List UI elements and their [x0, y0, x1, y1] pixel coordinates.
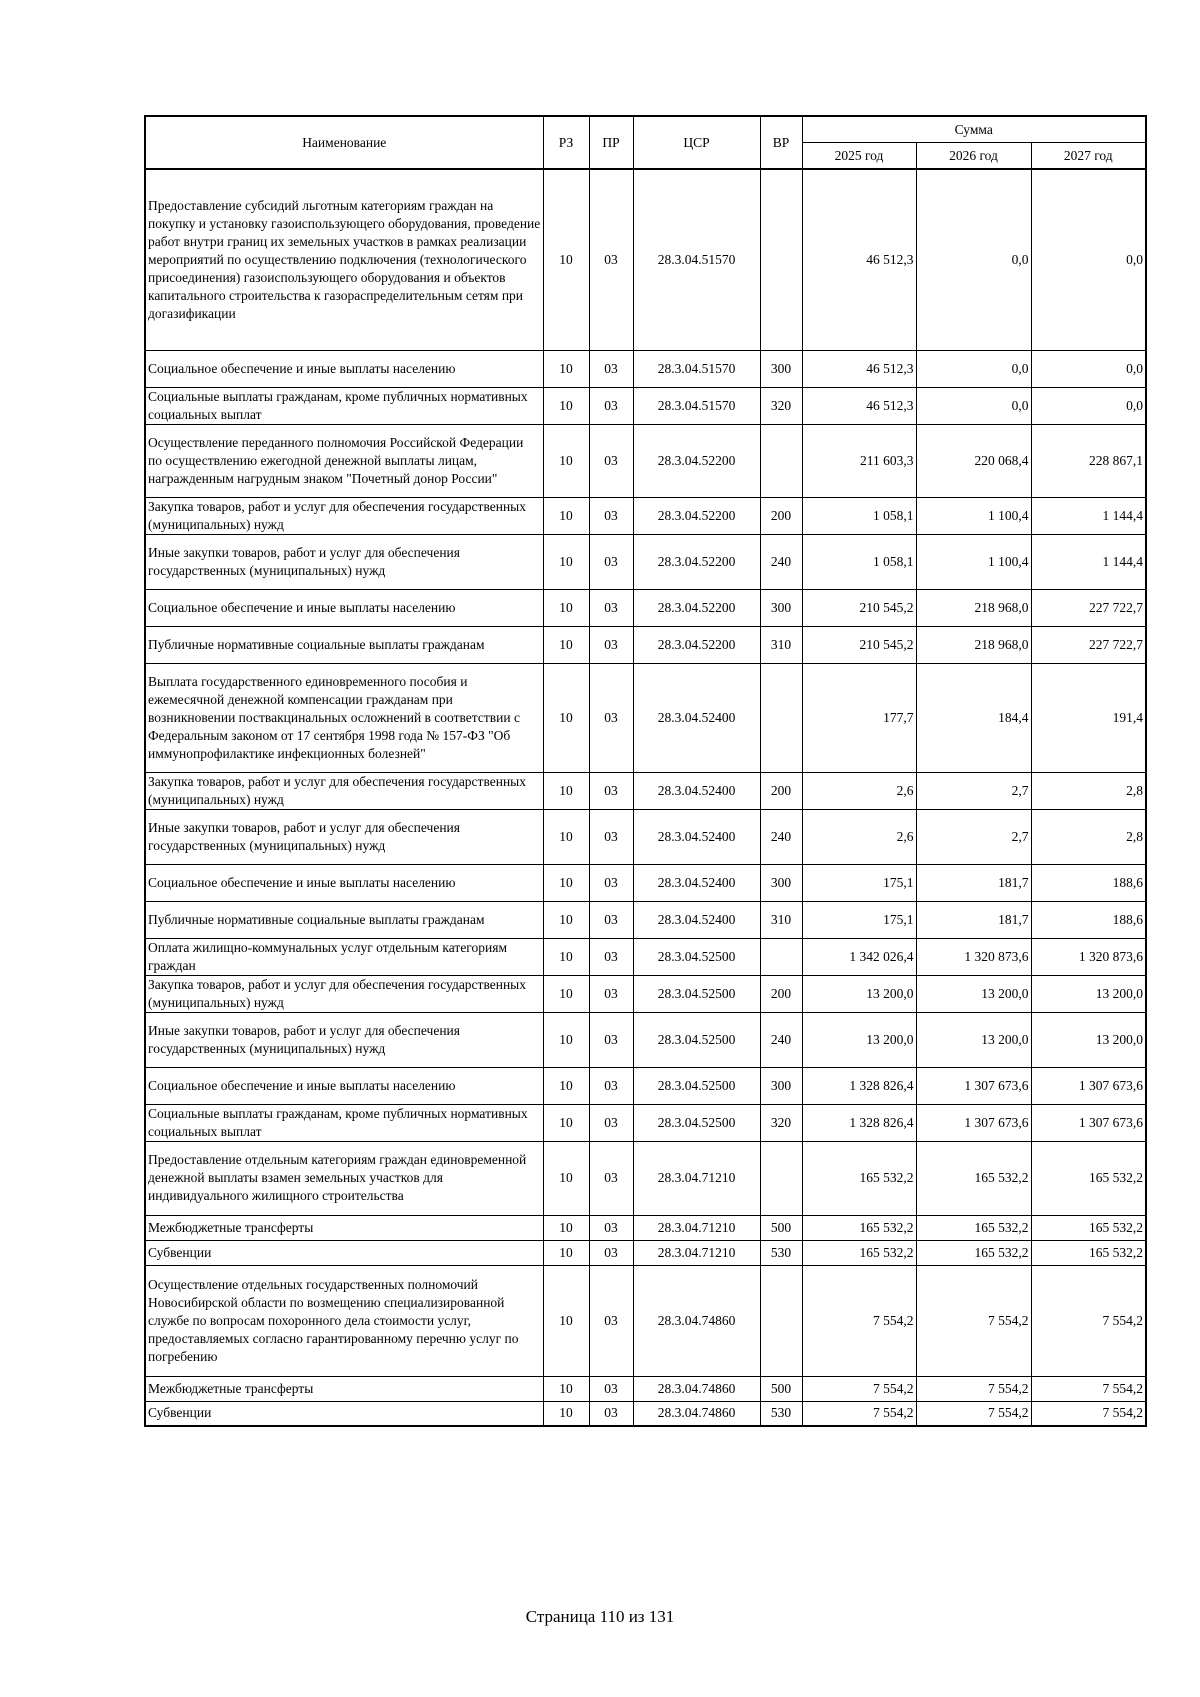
row-sum-2026: 1 100,4: [916, 497, 1031, 534]
row-name: Осуществление переданного полномочия Российской Федерации по осуществлению ежегодной денежной выплаты лицам, награжденным нагрудным знаком "Почетный донор России": [145, 424, 543, 497]
row-sum-2027: 191,4: [1031, 663, 1146, 772]
table-row: [145, 975, 1146, 1012]
row-name: Осуществление отдельных государственных полномочий Новосибирской области по возмещению специализированной службе по вопросам похоронного дела стоимости услуг, предоставляемых согласно гарантированному перечню услуг по погребению: [145, 1265, 543, 1376]
row-sum-2025: 165 532,2: [802, 1240, 916, 1265]
row-rz: 10: [543, 350, 589, 387]
row-sum-2026: 1 320 873,6: [916, 938, 1031, 975]
row-vr: 310: [760, 626, 802, 663]
row-csr: 28.3.04.52400: [633, 663, 760, 772]
row-vr: 240: [760, 534, 802, 589]
row-sum-2027: 7 554,2: [1031, 1265, 1146, 1376]
row-sum-2027: 1 144,4: [1031, 497, 1146, 534]
row-name: Межбюджетные трансферты: [145, 1215, 543, 1240]
row-pr: 03: [589, 497, 633, 534]
row-csr: 28.3.04.71210: [633, 1141, 760, 1215]
table-row: [145, 1067, 1146, 1104]
row-sum-2025: 175,1: [802, 901, 916, 938]
row-rz: 10: [543, 663, 589, 772]
table-row: [145, 864, 1146, 901]
row-vr: [760, 1141, 802, 1215]
table-body: [145, 169, 1146, 1426]
row-sum-2027: 165 532,2: [1031, 1215, 1146, 1240]
row-name: Социальное обеспечение и иные выплаты населению: [145, 864, 543, 901]
row-name: Закупка товаров, работ и услуг для обеспечения государственных (муниципальных) нужд: [145, 497, 543, 534]
row-sum-2026: 218 968,0: [916, 589, 1031, 626]
row-pr: 03: [589, 1012, 633, 1067]
row-rz: 10: [543, 1141, 589, 1215]
row-rz: 10: [543, 1104, 589, 1141]
row-name: Социальное обеспечение и иные выплаты населению: [145, 589, 543, 626]
row-name: Публичные нормативные социальные выплаты гражданам: [145, 626, 543, 663]
row-sum-2026: 1 100,4: [916, 534, 1031, 589]
row-sum-2025: 1 342 026,4: [802, 938, 916, 975]
row-sum-2027: 165 532,2: [1031, 1240, 1146, 1265]
row-sum-2025: 177,7: [802, 663, 916, 772]
row-pr: 03: [589, 1376, 633, 1401]
row-rz: 10: [543, 387, 589, 424]
row-pr: 03: [589, 169, 633, 350]
row-csr: 28.3.04.51570: [633, 350, 760, 387]
row-sum-2027: 0,0: [1031, 387, 1146, 424]
row-rz: 10: [543, 626, 589, 663]
row-sum-2027: 1 144,4: [1031, 534, 1146, 589]
row-rz: 10: [543, 497, 589, 534]
row-sum-2026: 7 554,2: [916, 1401, 1031, 1426]
row-sum-2025: 7 554,2: [802, 1265, 916, 1376]
row-csr: 28.3.04.52400: [633, 809, 760, 864]
row-sum-2025: 46 512,3: [802, 350, 916, 387]
row-sum-2027: 1 307 673,6: [1031, 1067, 1146, 1104]
row-rz: 10: [543, 1265, 589, 1376]
header-year-2026: 2026 год: [916, 143, 1031, 170]
row-csr: 28.3.04.51570: [633, 169, 760, 350]
row-rz: 10: [543, 589, 589, 626]
row-rz: 10: [543, 424, 589, 497]
row-sum-2025: 2,6: [802, 809, 916, 864]
row-sum-2026: 2,7: [916, 809, 1031, 864]
row-pr: 03: [589, 1215, 633, 1240]
row-rz: 10: [543, 1215, 589, 1240]
row-vr: 300: [760, 589, 802, 626]
budget-table: [144, 115, 1147, 1427]
header-csr: ЦСР: [633, 116, 760, 169]
row-vr: 240: [760, 1012, 802, 1067]
row-sum-2026: 165 532,2: [916, 1240, 1031, 1265]
row-sum-2027: 2,8: [1031, 772, 1146, 809]
row-vr: [760, 424, 802, 497]
row-rz: 10: [543, 169, 589, 350]
row-sum-2027: 7 554,2: [1031, 1376, 1146, 1401]
row-vr: 200: [760, 975, 802, 1012]
page-number: Страница 110 из 131: [525, 1607, 675, 1626]
table-row: [145, 772, 1146, 809]
row-vr: 300: [760, 864, 802, 901]
table-row: [145, 663, 1146, 772]
row-sum-2026: 13 200,0: [916, 1012, 1031, 1067]
table-row: [145, 424, 1146, 497]
row-vr: [760, 938, 802, 975]
row-csr: 28.3.04.52400: [633, 864, 760, 901]
row-vr: [760, 663, 802, 772]
row-csr: 28.3.04.52200: [633, 589, 760, 626]
row-sum-2026: 0,0: [916, 169, 1031, 350]
row-vr: 300: [760, 1067, 802, 1104]
row-sum-2025: 13 200,0: [802, 975, 916, 1012]
row-sum-2025: 175,1: [802, 864, 916, 901]
row-sum-2026: 2,7: [916, 772, 1031, 809]
row-sum-2026: 7 554,2: [916, 1265, 1031, 1376]
row-sum-2027: 13 200,0: [1031, 975, 1146, 1012]
row-sum-2026: 218 968,0: [916, 626, 1031, 663]
row-sum-2027: 2,8: [1031, 809, 1146, 864]
row-pr: 03: [589, 589, 633, 626]
row-vr: 310: [760, 901, 802, 938]
table-row: [145, 1141, 1146, 1215]
row-rz: 10: [543, 975, 589, 1012]
row-sum-2027: 1 320 873,6: [1031, 938, 1146, 975]
row-sum-2027: 188,6: [1031, 864, 1146, 901]
row-rz: 10: [543, 1376, 589, 1401]
row-rz: 10: [543, 1240, 589, 1265]
row-csr: 28.3.04.52500: [633, 1104, 760, 1141]
row-rz: 10: [543, 864, 589, 901]
row-sum-2025: 211 603,3: [802, 424, 916, 497]
row-sum-2025: 165 532,2: [802, 1141, 916, 1215]
table-row: [145, 534, 1146, 589]
row-name: Субвенции: [145, 1401, 543, 1426]
row-csr: 28.3.04.52500: [633, 975, 760, 1012]
table-row: [145, 626, 1146, 663]
row-rz: 10: [543, 938, 589, 975]
row-name: Оплата жилищно-коммунальных услуг отдельным категориям граждан: [145, 938, 543, 975]
table-row: [145, 1012, 1146, 1067]
row-sum-2025: 46 512,3: [802, 169, 916, 350]
table-row: [145, 589, 1146, 626]
row-sum-2025: 46 512,3: [802, 387, 916, 424]
row-sum-2025: 2,6: [802, 772, 916, 809]
row-rz: 10: [543, 772, 589, 809]
row-rz: 10: [543, 901, 589, 938]
row-name: Предоставление субсидий льготным категориям граждан на покупку и установку газоиспользующего оборудования, проведение работ внутри границ их земельных участков в рамках реализации мероприятий по осуществлению подключения (технологического присоединения) газоиспользующего оборудования и объектов капитального строительства к газораспределительным сетям при догазификации: [145, 169, 543, 350]
row-vr: 500: [760, 1215, 802, 1240]
row-sum-2026: 181,7: [916, 901, 1031, 938]
row-sum-2025: 13 200,0: [802, 1012, 916, 1067]
row-pr: 03: [589, 1265, 633, 1376]
table-row: [145, 350, 1146, 387]
row-pr: 03: [589, 938, 633, 975]
row-sum-2027: 228 867,1: [1031, 424, 1146, 497]
row-sum-2027: 227 722,7: [1031, 589, 1146, 626]
table-row: [145, 497, 1146, 534]
header-rz: РЗ: [543, 116, 589, 169]
table-row: [145, 1376, 1146, 1401]
row-pr: 03: [589, 1141, 633, 1215]
row-csr: 28.3.04.52400: [633, 901, 760, 938]
row-pr: 03: [589, 901, 633, 938]
row-name: Иные закупки товаров, работ и услуг для обеспечения государственных (муниципальных) нужд: [145, 1012, 543, 1067]
row-sum-2027: 1 307 673,6: [1031, 1104, 1146, 1141]
row-name: Социальные выплаты гражданам, кроме публичных нормативных социальных выплат: [145, 387, 543, 424]
row-sum-2026: 0,0: [916, 350, 1031, 387]
row-pr: 03: [589, 772, 633, 809]
row-name: Социальное обеспечение и иные выплаты населению: [145, 350, 543, 387]
row-name: Выплата государственного единовременного пособия и ежемесячной денежной компенсации гражданам при возникновении поствакцинальных осложнений в соответствии с Федеральным законом от 17 сентября 1998 года № 157-ФЗ "Об иммунопрофилактике инфекционных болезней": [145, 663, 543, 772]
row-rz: 10: [543, 809, 589, 864]
row-pr: 03: [589, 809, 633, 864]
table-row: [145, 169, 1146, 350]
row-vr: 530: [760, 1401, 802, 1426]
row-pr: 03: [589, 1104, 633, 1141]
row-sum-2026: 184,4: [916, 663, 1031, 772]
row-csr: 28.3.04.52200: [633, 626, 760, 663]
row-sum-2026: 1 307 673,6: [916, 1067, 1031, 1104]
row-csr: 28.3.04.52400: [633, 772, 760, 809]
row-sum-2026: 220 068,4: [916, 424, 1031, 497]
row-name: Закупка товаров, работ и услуг для обеспечения государственных (муниципальных) нужд: [145, 772, 543, 809]
row-sum-2027: 0,0: [1031, 169, 1146, 350]
row-vr: 200: [760, 497, 802, 534]
row-csr: 28.3.04.51570: [633, 387, 760, 424]
row-sum-2027: 188,6: [1031, 901, 1146, 938]
table-row: [145, 901, 1146, 938]
row-rz: 10: [543, 1401, 589, 1426]
row-sum-2025: 210 545,2: [802, 626, 916, 663]
row-name: Закупка товаров, работ и услуг для обеспечения государственных (муниципальных) нужд: [145, 975, 543, 1012]
row-rz: 10: [543, 1067, 589, 1104]
header-vr: ВР: [760, 116, 802, 169]
table-row: [145, 1265, 1146, 1376]
row-sum-2025: 1 328 826,4: [802, 1067, 916, 1104]
row-vr: [760, 1265, 802, 1376]
row-rz: 10: [543, 1012, 589, 1067]
row-sum-2025: 7 554,2: [802, 1401, 916, 1426]
row-sum-2027: 13 200,0: [1031, 1012, 1146, 1067]
row-csr: 28.3.04.52500: [633, 1012, 760, 1067]
row-pr: 03: [589, 975, 633, 1012]
row-name: Межбюджетные трансферты: [145, 1376, 543, 1401]
row-csr: 28.3.04.74860: [633, 1265, 760, 1376]
row-sum-2025: 165 532,2: [802, 1215, 916, 1240]
row-sum-2027: 0,0: [1031, 350, 1146, 387]
row-sum-2026: 181,7: [916, 864, 1031, 901]
row-csr: 28.3.04.74860: [633, 1401, 760, 1426]
header-year-2027: 2027 год: [1031, 143, 1146, 170]
table-row: [145, 387, 1146, 424]
row-sum-2026: 13 200,0: [916, 975, 1031, 1012]
row-sum-2025: 7 554,2: [802, 1376, 916, 1401]
row-sum-2027: 165 532,2: [1031, 1141, 1146, 1215]
row-pr: 03: [589, 864, 633, 901]
row-csr: 28.3.04.71210: [633, 1240, 760, 1265]
row-pr: 03: [589, 424, 633, 497]
row-sum-2025: 1 328 826,4: [802, 1104, 916, 1141]
row-pr: 03: [589, 626, 633, 663]
row-csr: 28.3.04.52500: [633, 938, 760, 975]
row-sum-2025: 210 545,2: [802, 589, 916, 626]
row-vr: [760, 169, 802, 350]
row-vr: 500: [760, 1376, 802, 1401]
row-sum-2026: 1 307 673,6: [916, 1104, 1031, 1141]
row-name: Субвенции: [145, 1240, 543, 1265]
table-row: [145, 1240, 1146, 1265]
row-sum-2027: 7 554,2: [1031, 1401, 1146, 1426]
header-name: Наименование: [145, 116, 543, 169]
row-rz: 10: [543, 534, 589, 589]
header-pr: ПР: [589, 116, 633, 169]
row-name: Иные закупки товаров, работ и услуг для обеспечения государственных (муниципальных) нужд: [145, 534, 543, 589]
row-pr: 03: [589, 534, 633, 589]
row-name: Иные закупки товаров, работ и услуг для обеспечения государственных (муниципальных) нужд: [145, 809, 543, 864]
row-name: Предоставление отдельным категориям граждан единовременной денежной выплаты взамен земельных участков для индивидуального жилищного строительства: [145, 1141, 543, 1215]
row-sum-2026: 7 554,2: [916, 1376, 1031, 1401]
header-sum: Сумма: [802, 116, 1146, 143]
row-pr: 03: [589, 350, 633, 387]
row-sum-2026: 165 532,2: [916, 1215, 1031, 1240]
row-vr: 320: [760, 387, 802, 424]
row-sum-2025: 1 058,1: [802, 497, 916, 534]
row-csr: 28.3.04.74860: [633, 1376, 760, 1401]
row-pr: 03: [589, 1240, 633, 1265]
row-vr: 530: [760, 1240, 802, 1265]
table-row: [145, 1401, 1146, 1426]
row-name: Публичные нормативные социальные выплаты гражданам: [145, 901, 543, 938]
row-name: Социальные выплаты гражданам, кроме публичных нормативных социальных выплат: [145, 1104, 543, 1141]
row-sum-2026: 0,0: [916, 387, 1031, 424]
row-pr: 03: [589, 1067, 633, 1104]
table-row: [145, 938, 1146, 975]
row-vr: 200: [760, 772, 802, 809]
row-sum-2025: 1 058,1: [802, 534, 916, 589]
table-row: [145, 809, 1146, 864]
header-year-2025: 2025 год: [802, 143, 916, 170]
row-sum-2027: 227 722,7: [1031, 626, 1146, 663]
row-pr: 03: [589, 663, 633, 772]
row-pr: 03: [589, 387, 633, 424]
row-csr: 28.3.04.52200: [633, 424, 760, 497]
table-row: [145, 1104, 1146, 1141]
row-csr: 28.3.04.52200: [633, 497, 760, 534]
row-csr: 28.3.04.71210: [633, 1215, 760, 1240]
row-pr: 03: [589, 1401, 633, 1426]
row-name: Социальное обеспечение и иные выплаты населению: [145, 1067, 543, 1104]
table-row: [145, 1215, 1146, 1240]
row-sum-2026: 165 532,2: [916, 1141, 1031, 1215]
row-vr: 240: [760, 809, 802, 864]
row-vr: 320: [760, 1104, 802, 1141]
row-csr: 28.3.04.52200: [633, 534, 760, 589]
row-csr: 28.3.04.52500: [633, 1067, 760, 1104]
row-vr: 300: [760, 350, 802, 387]
